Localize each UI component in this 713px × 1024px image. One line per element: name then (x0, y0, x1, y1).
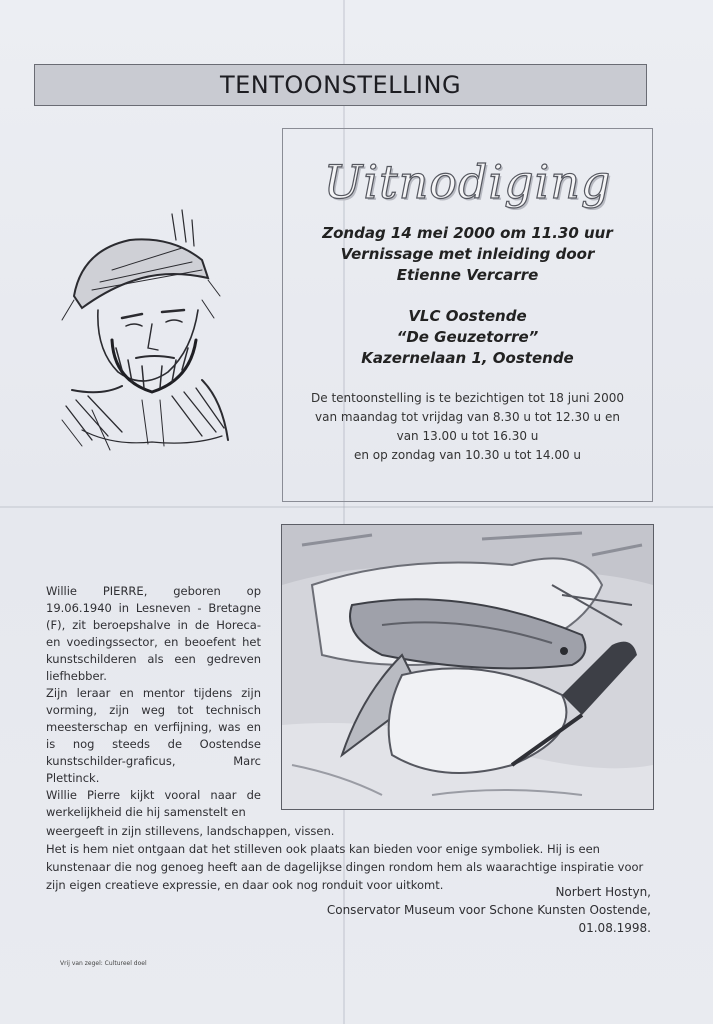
author-name: Norbert Hostyn, (555, 885, 651, 899)
hours-line: en op zondag van 10.30 u tot 14.00 u (353, 448, 582, 462)
author-signature (327, 883, 651, 937)
venue-address: Kazernelaan 1, Oostende (361, 349, 574, 367)
page-title: TENTOONSTELLING (219, 71, 462, 99)
event-date: Zondag 14 mei 2000 om 11.30 uur (322, 224, 613, 242)
artist-portrait-sketch (52, 200, 232, 460)
opening-line: Vernissage met inleiding door (340, 245, 595, 263)
bio-paragraph: Zijn leraar en mentor tijdens zijn vorming, zijn weg tot technisch meesterschap en verfijning, was en is nog steeds de Oostendse kunstschilder-graficus, Marc Plettinck. (46, 686, 261, 785)
author-role: Conservator Museum voor Schone Kunsten Oostende, (326, 903, 651, 917)
hours-line: van maandag tot vrijdag van 8.30 u tot 12.30 u en (315, 410, 620, 424)
venue-name: VLC Oostende (408, 307, 527, 325)
opening-hours (283, 389, 652, 465)
invitation-heading: Uitnodiging (323, 155, 612, 209)
hours-line: De tentoonstelling is te bezichtigen tot 18 juni 2000 (311, 391, 624, 405)
artist-bio-column (46, 583, 261, 821)
bio-paragraph: Het is hem niet ontgaan dat het stilleven ook plaats kan bieden voor enige symboliek. Hij is een kunstenaar die nog genoeg heeft aan de dagelijkse dingen rondom hem als waarachtige inspiratie voor zijn eigen creatieve expressie, en daar ook nog ronduit voor uitkomt. (46, 842, 644, 892)
hours-line: van 13.00 u tot 16.30 u (396, 429, 539, 443)
signature-date: 01.08.1998. (578, 921, 651, 935)
bio-paragraph: Willie PIERRE, geboren op 19.06.1940 in Lesneven - Bretagne (F), zit beroepshalve in de Horeca- en voedingssector, en beoefent het kunstschilderen als een gedreven liefhebber. (46, 584, 261, 683)
stamp-exemption-note: Vrij van zegel: Cultureel doel (60, 960, 147, 967)
fish-still-life-painting (281, 524, 654, 810)
title-banner (34, 64, 647, 106)
bio-paragraph: weergeeft in zijn stillevens, landschappen, vissen. (46, 824, 335, 838)
venue-subtitle: “De Geuzetorre” (396, 328, 539, 346)
bio-paragraph: Willie Pierre kijkt vooral naar de werkelijkheid die hij samenstelt en (46, 788, 261, 819)
fold-line-horizontal (0, 506, 713, 508)
speaker-name: Etienne Vercarre (396, 266, 539, 284)
invitation-box (282, 128, 653, 502)
